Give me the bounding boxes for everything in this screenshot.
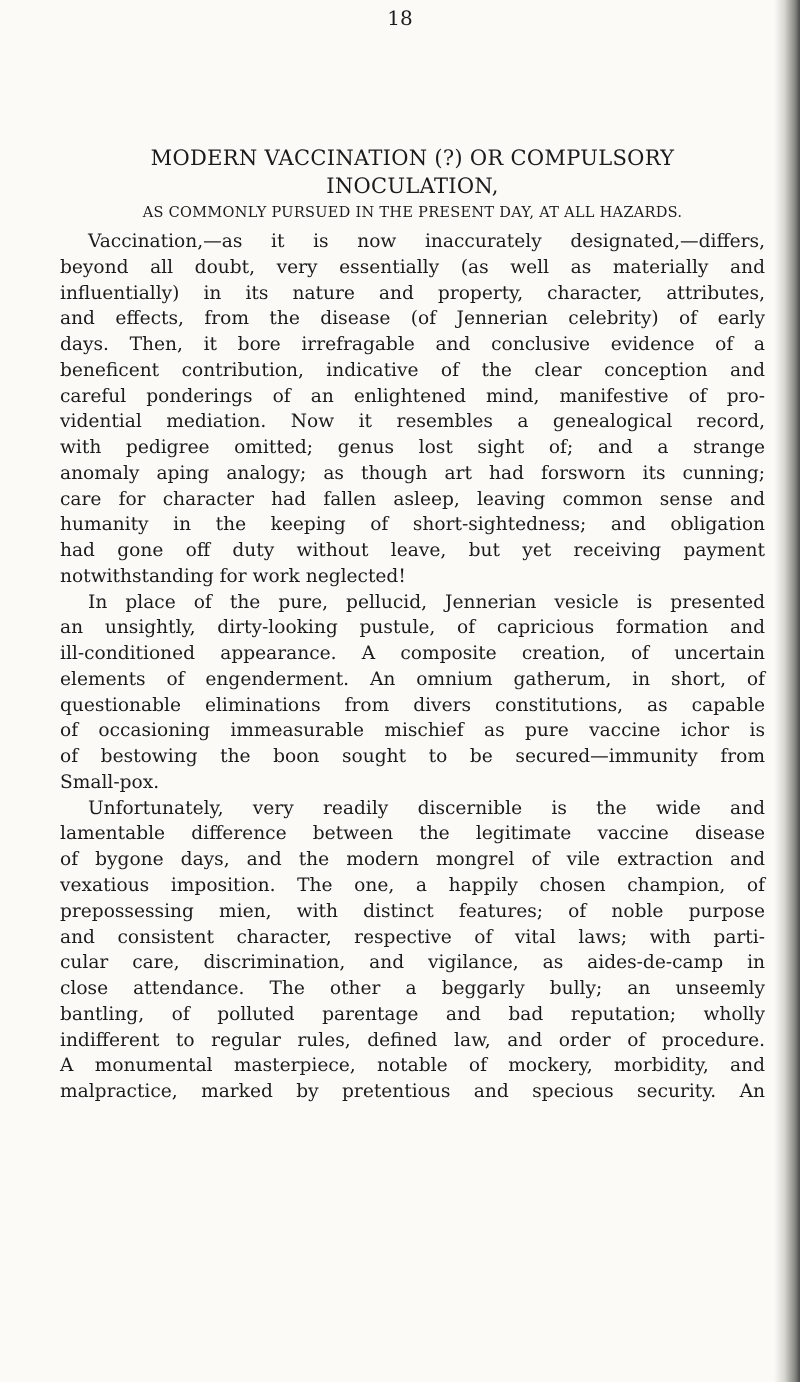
- page-number: 18: [387, 6, 413, 30]
- text-line: vexatious imposition. The one, a happily chosen champion, of: [60, 875, 765, 896]
- text-line: close attendance. The other a beggarly bully; an unseemly: [60, 978, 765, 1000]
- text-line: had gone off duty without leave, but yet receiving payment: [60, 540, 765, 562]
- chapter-title-line-2: INOCULATION,: [326, 174, 499, 198]
- text-line: careful ponderings of an enlightened mind, manifestive of pro-: [60, 385, 765, 407]
- text-line: indifferent to regular rules, defined law, and order of procedure.: [60, 1029, 765, 1051]
- text-line: influentially) in its nature and property, character, attributes,: [60, 282, 765, 304]
- text-line: days. Then, it bore irrefragable and conclusive evidence of a: [60, 334, 765, 356]
- text-line: of bygone days, and the modern mongrel of vile extraction and: [60, 849, 765, 871]
- text-line: elements of engenderment. An omnium gatherum, in short, of: [60, 668, 765, 690]
- text-line: In place of the pure, pellucid, Jennerian vesicle is presented: [88, 591, 765, 613]
- text-line: and consistent character, respective of vital laws; with parti-: [60, 926, 765, 948]
- text-line: an unsightly, dirty-looking pustule, of capricious formation and: [60, 617, 765, 639]
- text-line: Vaccination,—as it is now inaccurately designated,—differs,: [88, 231, 765, 252]
- text-line: Unfortunately, very readily discernible is the wide and: [88, 797, 765, 819]
- text-line: of bestowing the boon sought to be secured—immunity from: [60, 746, 765, 768]
- text-line: and effects, from the disease (of Jennerian celebrity) of early: [60, 308, 765, 330]
- text-line: notwithstanding for work neglected!: [60, 565, 406, 587]
- text-line: beneficent contribution, indicative of the clear conception and: [60, 359, 765, 381]
- text-line: care for character had fallen asleep, leaving common sense and: [60, 488, 765, 510]
- text-line: of occasioning immeasurable mischief as pure vaccine ichor is: [60, 720, 765, 742]
- text-line: ill-conditioned appearance. A composite creation, of uncertain: [60, 643, 765, 665]
- text-line: lamentable difference between the legitimate vaccine disease: [60, 823, 765, 845]
- chapter-title-line-1: MODERN VACCINATION (?) OR COMPULSORY: [150, 146, 675, 170]
- text-line: malpractice, marked by pretentious and specious security. An: [60, 1081, 765, 1103]
- book-binding-shadow: [774, 0, 800, 1382]
- text-line: humanity in the keeping of short-sightedness; and obligation: [60, 514, 765, 536]
- text-line: vidential mediation. Now it resembles a genealogical record,: [60, 411, 765, 433]
- text-line: beyond all doubt, very essentially (as well as materially and: [60, 256, 765, 278]
- text-line: questionable eliminations from divers constitutions, as capable: [60, 694, 765, 716]
- text-line: Small-pox.: [60, 771, 160, 793]
- text-line: prepossessing mien, with distinct features; of noble purpose: [60, 900, 765, 922]
- text-line: bantling, of polluted parentage and bad reputation; wholly: [60, 1003, 765, 1025]
- chapter-subtitle: AS COMMONLY PURSUED IN THE PRESENT DAY, AT ALL HAZARDS.: [142, 205, 683, 221]
- text-line: cular care, discrimination, and vigilance, as aides-de-camp in: [60, 952, 765, 974]
- text-line: anomaly aping analogy; as though art had forsworn its cunning;: [60, 462, 765, 484]
- text-line: A monumental masterpiece, notable of mockery, morbidity, and: [60, 1055, 765, 1077]
- text-line: with pedigree omitted; genus lost sight of; and a strange: [60, 437, 765, 459]
